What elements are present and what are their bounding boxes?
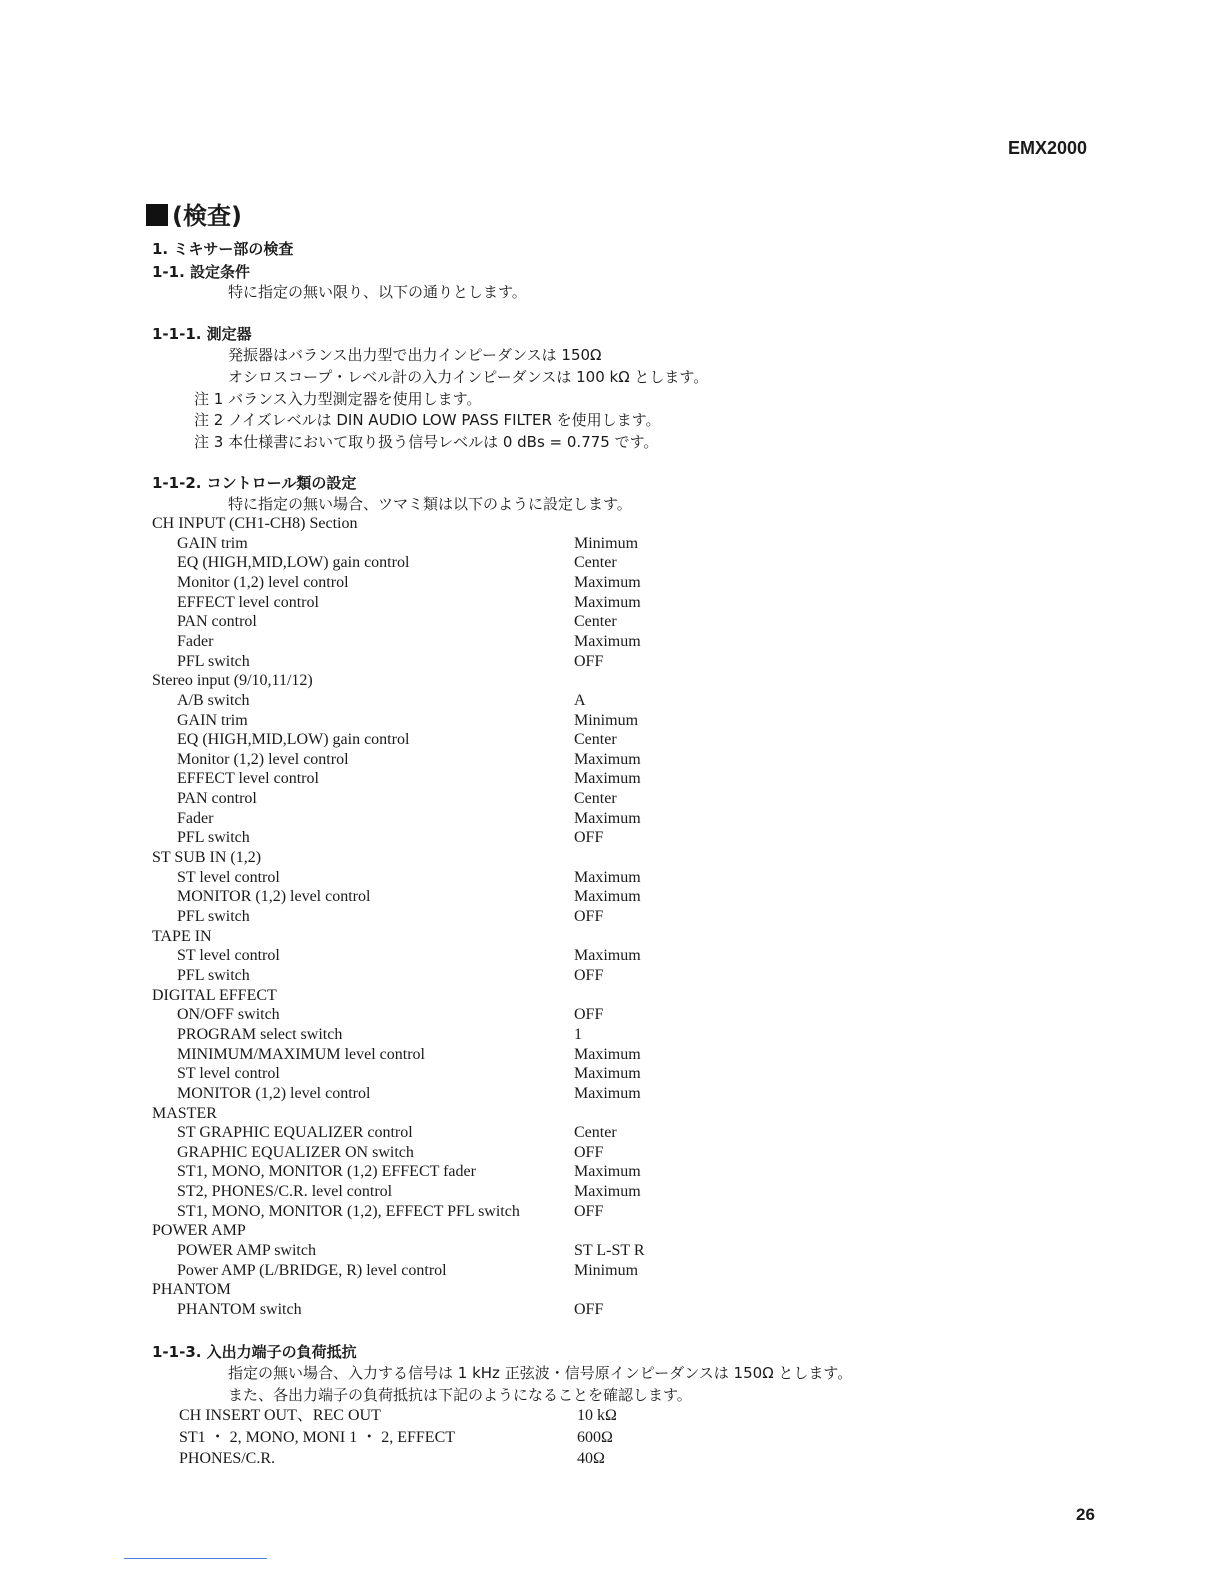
setting-value: Minimum [574, 535, 639, 552]
setting-value: Minimum [574, 712, 639, 729]
group-heading: PHANTOM [152, 1281, 231, 1298]
setting-item: PFL switch [177, 908, 250, 925]
setting-value: Maximum [574, 1183, 641, 1200]
load-line: 指定の無い場合、入力する信号は 1 kHz 正弦波・信号原インピーダンスは 150Ω とします。 [228, 1364, 853, 1382]
group-heading: CH INPUT (CH1-CH8) Section [152, 515, 358, 532]
square-bullet-icon [146, 204, 168, 226]
note-line: 注 2 ノイズレベルは DIN AUDIO LOW PASS FILTER を使用します。 [194, 411, 661, 429]
setting-item: Monitor (1,2) level control [177, 574, 349, 591]
setting-item: Power AMP (L/BRIDGE, R) level control [177, 1262, 447, 1279]
section-1-1-2-text: 特に指定の無い場合、ツマミ類は以下のように設定します。 [228, 495, 632, 513]
setting-value: Maximum [574, 947, 641, 964]
load-value: 600Ω [577, 1429, 613, 1446]
setting-value: OFF [574, 1006, 604, 1023]
setting-value: OFF [574, 1203, 604, 1220]
load-value: 10 kΩ [577, 1407, 617, 1424]
setting-item: POWER AMP switch [177, 1242, 316, 1259]
section-1-1-2-title: 1-1-2. コントロール類の設定 [152, 474, 357, 492]
section-1-1-title: 1-1. 設定条件 [152, 263, 251, 281]
setting-value: Maximum [574, 810, 641, 827]
group-heading: ST SUB IN (1,2) [152, 849, 262, 866]
setting-value: Center [574, 613, 617, 630]
section-1-1-3-title: 1-1-3. 入出力端子の負荷抵抗 [152, 1343, 357, 1361]
section-1-1-text: 特に指定の無い限り、以下の通りとします。 [228, 283, 527, 301]
setting-item: GRAPHIC EQUALIZER ON switch [177, 1144, 414, 1161]
setting-item: ST1, MONO, MONITOR (1,2), EFFECT PFL switch [177, 1203, 520, 1220]
setting-item: Fader [177, 810, 214, 827]
setting-item: PFL switch [177, 653, 250, 670]
setting-item: PFL switch [177, 829, 250, 846]
page-number: 26 [1076, 1505, 1095, 1524]
setting-item: ST1, MONO, MONITOR (1,2) EFFECT fader [177, 1163, 476, 1180]
main-heading-text: (検査) [172, 202, 242, 230]
group-heading: MASTER [152, 1105, 217, 1122]
setting-value: Center [574, 1124, 617, 1141]
setting-value: Maximum [574, 770, 641, 787]
terminal-name: ST1 ・ 2, MONO, MONI 1 ・ 2, EFFECT [179, 1429, 456, 1446]
group-heading: Stereo input (9/10,11/12) [152, 672, 313, 689]
setting-value: 1 [574, 1026, 582, 1043]
setting-value: Maximum [574, 1065, 641, 1082]
setting-item: EQ (HIGH,MID,LOW) gain control [177, 554, 410, 571]
setting-value: OFF [574, 908, 604, 925]
terminal-name: PHONES/C.R. [179, 1450, 276, 1467]
setting-item: MONITOR (1,2) level control [177, 1085, 371, 1102]
instrument-line: 発振器はバランス出力型で出力インピーダンスは 150Ω [228, 346, 602, 364]
setting-value: OFF [574, 829, 604, 846]
setting-value: Maximum [574, 633, 641, 650]
note-line: 注 3 本仕様書において取り扱う信号レベルは 0 dBs = 0.775 です。 [194, 433, 659, 451]
setting-value: OFF [574, 967, 604, 984]
setting-value: Maximum [574, 751, 641, 768]
setting-item: Fader [177, 633, 214, 650]
setting-item: A/B switch [177, 692, 250, 709]
group-heading: TAPE IN [152, 928, 212, 945]
setting-item: PROGRAM select switch [177, 1026, 343, 1043]
setting-value: Maximum [574, 1163, 641, 1180]
setting-value: OFF [574, 1144, 604, 1161]
setting-value: Maximum [574, 574, 641, 591]
setting-item: EFFECT level control [177, 770, 319, 787]
load-line: また、各出力端子の負荷抵抗は下記のようになることを確認します。 [228, 1386, 692, 1404]
main-heading [146, 196, 242, 231]
setting-value: Center [574, 731, 617, 748]
note-line: 注 1 バランス入力型測定器を使用します。 [194, 390, 482, 408]
setting-item: GAIN trim [177, 712, 248, 729]
load-value: 40Ω [577, 1450, 605, 1467]
setting-value: Maximum [574, 888, 641, 905]
setting-value: Maximum [574, 1085, 641, 1102]
setting-item: PHANTOM switch [177, 1301, 302, 1318]
setting-item: ST level control [177, 1065, 280, 1082]
setting-item: GAIN trim [177, 535, 248, 552]
setting-item: Monitor (1,2) level control [177, 751, 349, 768]
setting-item: PFL switch [177, 967, 250, 984]
setting-value: Maximum [574, 1046, 641, 1063]
setting-value: ST L-ST R [574, 1242, 645, 1259]
setting-value: Minimum [574, 1262, 639, 1279]
setting-item: PAN control [177, 613, 257, 630]
setting-value: OFF [574, 1301, 604, 1318]
setting-item: EQ (HIGH,MID,LOW) gain control [177, 731, 410, 748]
setting-value: A [574, 692, 586, 709]
group-heading: POWER AMP [152, 1222, 246, 1239]
setting-item: ON/OFF switch [177, 1006, 280, 1023]
setting-item: EFFECT level control [177, 594, 319, 611]
setting-item: ST level control [177, 947, 280, 964]
group-heading: DIGITAL EFFECT [152, 987, 277, 1004]
setting-item: MONITOR (1,2) level control [177, 888, 371, 905]
setting-value: Maximum [574, 594, 641, 611]
setting-item: MINIMUM/MAXIMUM level control [177, 1046, 425, 1063]
setting-value: Maximum [574, 869, 641, 886]
setting-value: OFF [574, 653, 604, 670]
footer-rule [124, 1558, 267, 1559]
section-1-title: 1. ミキサー部の検査 [152, 240, 294, 258]
instrument-line: オシロスコープ・レベル計の入力インピーダンスは 100 kΩ とします。 [228, 368, 709, 386]
setting-value: Center [574, 554, 617, 571]
setting-item: PAN control [177, 790, 257, 807]
section-1-1-1-title: 1-1-1. 測定器 [152, 325, 252, 343]
model-name: EMX2000 [1008, 138, 1088, 158]
setting-value: Center [574, 790, 617, 807]
setting-item: ST level control [177, 869, 280, 886]
setting-item: ST GRAPHIC EQUALIZER control [177, 1124, 413, 1141]
setting-item: ST2, PHONES/C.R. level control [177, 1183, 393, 1200]
terminal-name: CH INSERT OUT、REC OUT [179, 1407, 381, 1424]
